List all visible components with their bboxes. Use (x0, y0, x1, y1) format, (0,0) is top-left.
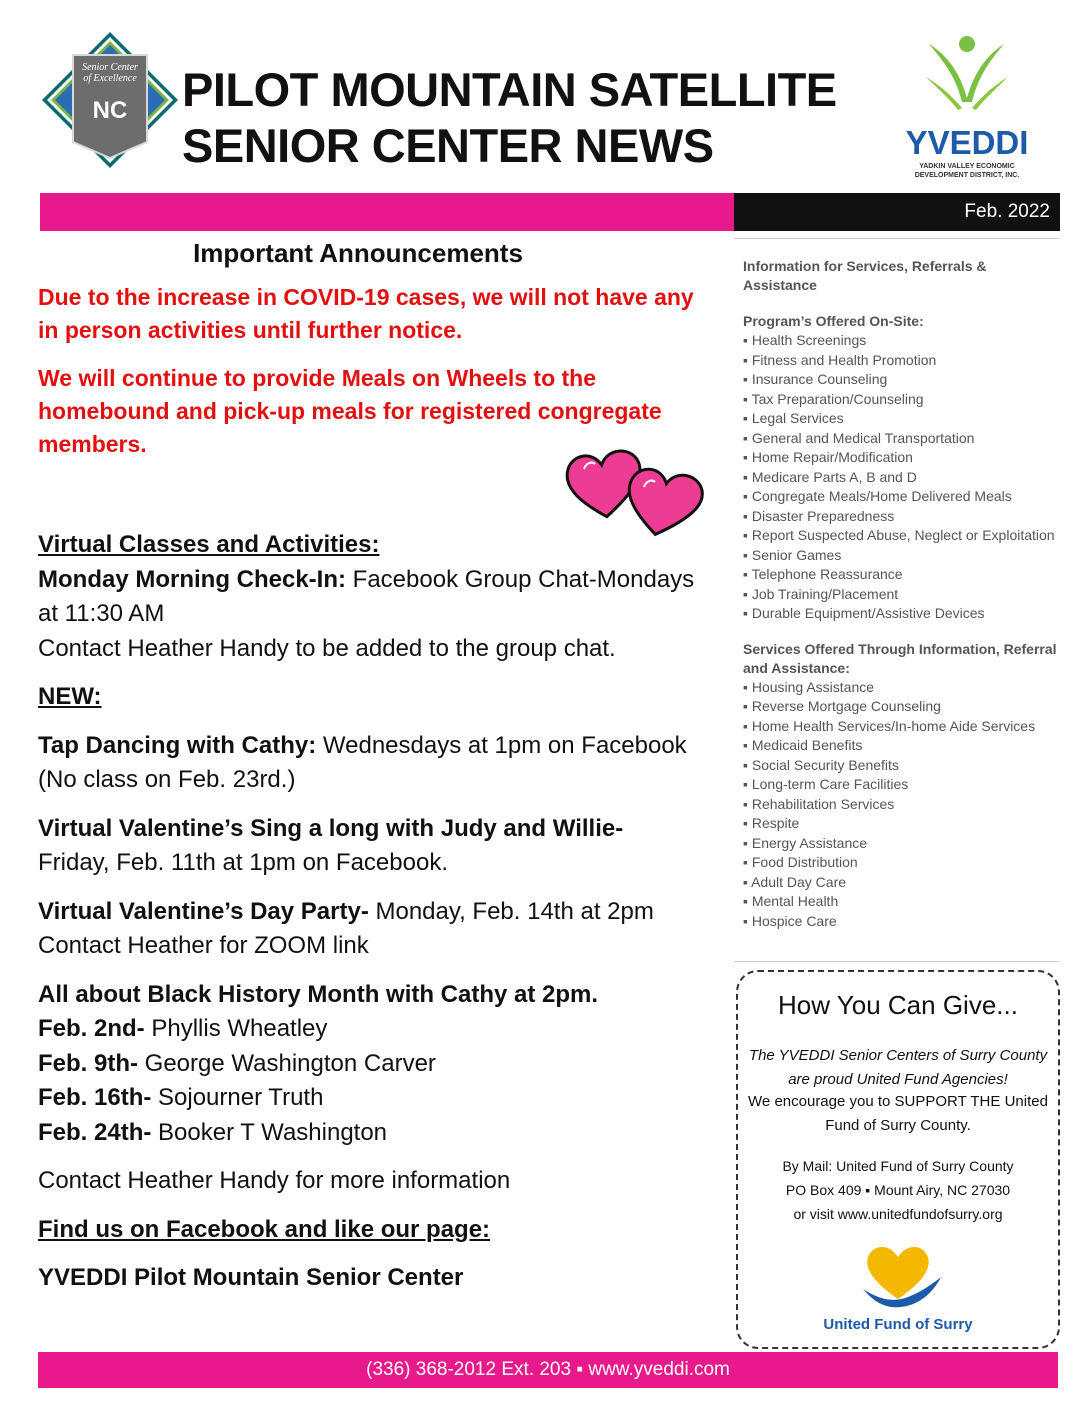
bhm-name: Phyllis Wheatley (144, 1015, 328, 1042)
services-heading: Services Offered Through Information, Referral and Assistance: (743, 640, 1057, 676)
contact-more: Contact Heather Handy for more information (38, 1167, 511, 1194)
yveddi-logo (894, 32, 1044, 187)
yveddi-subtitle-2: DEVELOPMENT DISTRICT, INC. (914, 172, 1020, 179)
give-italic-text: The YVEDDI Senior Centers of Surry County are proud United Fund Agencies! (748, 1047, 1048, 1088)
senior-center-excellence-badge (40, 30, 180, 170)
tap-label: Tap Dancing with Cathy: (38, 731, 317, 759)
list-item: ▪ General and Medical Transportation (743, 429, 975, 446)
list-item: ▪ Senior Games (743, 546, 842, 563)
title-line1: PILOT MOUNTAIN SATELLITE (182, 63, 837, 116)
list-item: ▪ Disaster Preparedness (743, 507, 895, 524)
party-item (38, 895, 718, 930)
list-item: ▪ Tax Preparation/Counseling (743, 390, 924, 407)
programs-list (734, 331, 1060, 624)
list-item: ▪ Report Suspected Abuse, Neglect or Exploitation (743, 527, 1055, 543)
sing-label: Virtual Valentine’s Sing a long with Judy and Willie- (38, 814, 624, 842)
checkin-text: Facebook Group Chat-Mondays at 11:30 AM (38, 565, 695, 627)
services-sidebar (734, 238, 1060, 962)
meals-notice: We will continue to provide Meals on Wheels to the homebound and pick-up meals for registered congregate members. (38, 365, 662, 457)
checkin-label: Monday Morning Check-In: (38, 565, 346, 593)
sidebar-intro: Information for Services, Referrals & Assistance (743, 258, 987, 293)
badge-line2: of Excellence (83, 73, 137, 84)
party-label: Virtual Valentine’s Day Party- (38, 897, 369, 925)
bhm-date: Feb. 24th- (38, 1118, 152, 1146)
list-item: ▪ Respite (743, 815, 800, 831)
bhm-date: Feb. 9th- (38, 1049, 138, 1077)
bhm-item (38, 1047, 718, 1082)
list-item: ▪ Food Distribution (743, 854, 858, 870)
tap-text: Wednesdays at 1pm on Facebook (316, 731, 687, 759)
announcements-heading: Important Announcements (193, 238, 523, 268)
yveddi-logo-name: YVEDDI (905, 124, 1029, 161)
bhm-name: Sojourner Truth (151, 1084, 324, 1111)
tap-note: (No class on Feb. 23rd.) (38, 766, 296, 793)
list-item: ▪ Insurance Counseling (743, 371, 888, 387)
badge-nc: NC (92, 97, 128, 124)
party-text: Monday, Feb. 14th at 2pm (368, 897, 654, 925)
list-item: ▪ Home Repair/Modification (743, 449, 913, 465)
covid-notice: Due to the increase in COVID-19 cases, we will not have any in person activities until further notice. (38, 284, 694, 343)
bhm-date: Feb. 16th- (38, 1084, 152, 1111)
give-mail-line: PO Box 409 ▪ Mount Airy, NC 27030 (785, 1182, 1011, 1198)
united-fund-logo-text: United Fund of Surry (823, 1316, 973, 1333)
new-label: NEW: (38, 683, 102, 710)
bhm-name: Booker T Washington (151, 1118, 388, 1146)
header-bar-pink (40, 193, 734, 231)
badge-line1: Senior Center (82, 62, 138, 73)
facebook-heading[interactable]: Find us on Facebook and like our page: (38, 1215, 491, 1243)
hearts-icon (562, 437, 712, 537)
list-item: ▪ Health Screenings (743, 332, 867, 348)
yveddi-subtitle-1: YADKIN VALLEY ECONOMIC (919, 163, 1015, 170)
list-item: ▪ Durable Equipment/Assistive Devices (743, 605, 985, 621)
list-item: ▪ Reverse Mortgage Counseling (743, 698, 941, 714)
issue-date: Feb. 2022 (964, 201, 1050, 222)
give-mail-line: By Mail: United Fund of Surry County (782, 1158, 1014, 1174)
tap-item (38, 729, 718, 764)
list-item: ▪ Social Security Benefits (743, 756, 899, 773)
facebook-page-name: YVEDDI Pilot Mountain Senior Center (38, 1264, 464, 1291)
sing-text: Friday, Feb. 11th at 1pm on Facebook. (38, 849, 448, 876)
list-item: ▪ Hospice Care (743, 912, 837, 929)
list-item: ▪ Long-term Care Facilities (743, 776, 909, 792)
list-item: ▪ Job Training/Placement (743, 585, 899, 602)
give-support-text: We encourage you to SUPPORT THE United Fund of Surry County. (748, 1093, 1048, 1134)
title-line2: SENIOR CENTER NEWS (182, 119, 714, 172)
checkin-item (38, 563, 718, 632)
list-item: ▪ Home Health Services/In-home Aide Services (743, 717, 1036, 734)
united-fund-logo (823, 1237, 973, 1337)
bhm-heading: All about Black History Month with Cathy at 2pm. (38, 980, 599, 1008)
bhm-item (38, 1012, 718, 1047)
list-item: ▪ Medicare Parts A, B and D (743, 468, 917, 485)
checkin-contact: Contact Heather Handy to be added to the group chat. (38, 634, 616, 662)
virtual-classes-heading: Virtual Classes and Activities: (38, 531, 380, 558)
give-mail-info (748, 1154, 1048, 1226)
list-item: ▪ Energy Assistance (743, 834, 868, 851)
main-column (38, 238, 718, 1296)
services-list (734, 678, 1060, 932)
list-item: ▪ Congregate Meals/Home Delivered Meals (743, 488, 1012, 504)
party-contact: Contact Heather for ZOOM link (38, 932, 369, 959)
bhm-item (38, 1081, 718, 1116)
bhm-date: Feb. 2nd- (38, 1015, 145, 1042)
footer-bar: (336) 368-2012 Ext. 203 ▪ www.yveddi.com (38, 1352, 1058, 1388)
list-item: ▪ Telephone Reassurance (743, 566, 903, 582)
list-item: ▪ Adult Day Care (743, 873, 847, 890)
list-item: ▪ Legal Services (743, 410, 844, 426)
bhm-item (38, 1116, 718, 1151)
how-you-can-give-box (736, 970, 1060, 1349)
give-mail-line[interactable]: or visit www.unitedfundofsurry.org (793, 1206, 1003, 1222)
list-item: ▪ Medicaid Benefits (743, 737, 863, 753)
list-item: ▪ Rehabilitation Services (743, 795, 895, 812)
newsletter-title (182, 62, 837, 174)
list-item: ▪ Fitness and Health Promotion (743, 351, 937, 368)
list-item: ▪ Mental Health (743, 893, 839, 909)
list-item: ▪ Housing Assistance (743, 678, 875, 695)
programs-heading: Program’s Offered On-Site: (743, 313, 924, 329)
bhm-name: George Washington Carver (138, 1049, 436, 1077)
give-title: How You Can Give... (778, 990, 1018, 1020)
